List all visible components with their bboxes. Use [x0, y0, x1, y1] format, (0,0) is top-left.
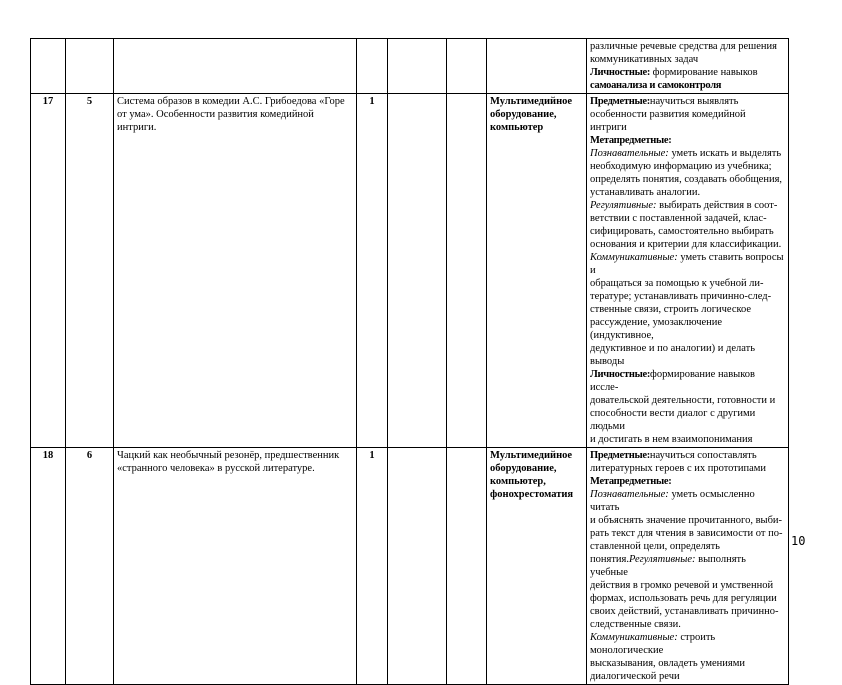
result-line	[590, 631, 785, 657]
page-number: 10	[791, 534, 806, 548]
result-text: сифицировать, самостоятельно выбирать	[590, 226, 774, 237]
result-line	[590, 303, 785, 316]
lesson-subnumber: 5	[66, 94, 114, 448]
lesson-date	[388, 39, 447, 94]
lesson-date-fact	[447, 94, 487, 448]
result-text: научиться сопоставлять	[649, 450, 757, 461]
result-text: необходимую информацию из учебника;	[590, 161, 772, 172]
result-line	[590, 618, 785, 631]
lesson-number	[31, 39, 66, 94]
result-text: ветствии с поставленной задачей, клас-	[590, 213, 767, 224]
result-text: строить монологические	[590, 632, 716, 656]
result-line	[590, 342, 785, 368]
result-line	[590, 540, 785, 553]
result-line	[590, 368, 785, 394]
result-text: научиться выявлять	[649, 96, 739, 107]
result-text: диалогической речи	[590, 671, 680, 682]
result-text: следственные связи.	[590, 619, 681, 630]
lesson-number: 17	[31, 94, 66, 448]
result-category: Регулятивные:	[590, 200, 657, 211]
result-line	[590, 53, 785, 66]
result-line	[590, 394, 785, 407]
lesson-date-fact	[447, 448, 487, 685]
result-line	[590, 225, 785, 238]
result-text: формирование навыков	[650, 67, 758, 78]
result-line	[590, 553, 785, 579]
lesson-number: 18	[31, 448, 66, 685]
lesson-hours: 1	[357, 94, 388, 448]
result-category: Коммуникативные:	[590, 632, 678, 643]
lesson-plan-table	[30, 38, 789, 685]
result-line	[590, 79, 785, 92]
lesson-topic	[114, 39, 357, 94]
result-line	[590, 433, 785, 446]
result-text: уметь ставить вопросы и	[590, 252, 784, 276]
lesson-topic: Система образов в комедии А.С. Грибоедова «Горе от ума». Особенности развития комедийной интриги.	[114, 94, 357, 448]
result-line	[590, 199, 785, 212]
table-row	[31, 94, 789, 448]
result-line	[590, 186, 785, 199]
result-line	[590, 238, 785, 251]
result-text: особенности развития комедийной интриги	[590, 109, 746, 133]
result-label: Метапредметные:	[590, 476, 672, 487]
result-line	[590, 40, 785, 53]
result-text: рассуждение, умозаключение (индуктивное,	[590, 317, 723, 341]
lesson-topic: Чацкий как необычный резонёр, предшественник «странного человека» в русской литературе.	[114, 448, 357, 685]
table-body	[31, 39, 789, 685]
result-text: и достигать в нем взаимопонимания	[590, 434, 753, 445]
result-line	[590, 160, 785, 173]
result-text: и объяснять значение прочитанного, выби-	[590, 515, 783, 526]
result-label: Личностные:	[590, 67, 651, 78]
result-line	[590, 290, 785, 303]
result-line	[590, 514, 785, 527]
result-line	[590, 579, 785, 592]
result-text: довательской деятельности, готовности и	[590, 395, 776, 406]
lesson-date-fact	[447, 39, 487, 94]
result-line	[590, 108, 785, 134]
result-line	[590, 147, 785, 160]
result-text: уметь осмысленно читать	[590, 489, 755, 513]
result-text: выбирать действия в соот-	[656, 200, 778, 211]
result-text: понятия.	[590, 554, 629, 565]
result-text: действия в громко речевой и умственной	[590, 580, 774, 591]
result-text: формирование навыков иссле-	[590, 369, 756, 393]
result-line	[590, 251, 785, 277]
lesson-equipment	[487, 39, 587, 94]
result-category: Коммуникативные:	[590, 252, 678, 263]
result-text: литературных героев с их прототипами	[590, 463, 767, 474]
result-line	[590, 657, 785, 670]
result-line	[590, 605, 785, 618]
result-category: Познавательные:	[590, 489, 669, 500]
result-text: выполнять учебные	[590, 554, 746, 578]
lesson-subnumber: 6	[66, 448, 114, 685]
result-line	[590, 134, 785, 147]
result-text: ставленной цели, определять	[590, 541, 720, 552]
result-label: Предметные:	[590, 450, 650, 461]
result-text: коммуникативных задач	[590, 54, 699, 65]
result-text: ственные связи, строить логическое	[590, 304, 752, 315]
lesson-results	[587, 94, 789, 448]
lesson-hours: 1	[357, 448, 388, 685]
lesson-results	[587, 39, 789, 94]
result-text: обращаться за помощью к учебной ли-	[590, 278, 764, 289]
lesson-equipment: Мультимедийное оборудование, компьютер, фонохрестоматия	[487, 448, 587, 685]
result-line	[590, 277, 785, 290]
result-line	[590, 488, 785, 514]
result-line	[590, 316, 785, 342]
result-text: рать текст для чтения в зависимости от по-	[590, 528, 783, 539]
result-label: Метапредметные:	[590, 135, 672, 146]
lesson-subnumber	[66, 39, 114, 94]
result-line	[590, 95, 785, 108]
result-line	[590, 670, 785, 683]
result-text: уметь искать и выделять	[668, 148, 782, 159]
lesson-equipment: Мультимедийное оборудование, компьютер	[487, 94, 587, 448]
lesson-date	[388, 94, 447, 448]
result-line	[590, 407, 785, 433]
result-text: основания и критерии для классификации.	[590, 239, 782, 250]
result-text: тературе; устанавливать причинно-след-	[590, 291, 772, 302]
result-line	[590, 592, 785, 605]
result-text: дедуктивное и по аналогии) и делать выводы	[590, 343, 756, 367]
lesson-hours	[357, 39, 388, 94]
lesson-date	[388, 448, 447, 685]
result-line	[590, 462, 785, 475]
result-category: Регулятивные:	[628, 554, 696, 565]
result-text: различные речевые средства для решения	[590, 41, 777, 52]
lesson-results	[587, 448, 789, 685]
result-text: способности вести диалог с другими людьми	[590, 408, 756, 432]
result-label: Предметные:	[590, 96, 650, 107]
result-line	[590, 66, 785, 79]
table-row	[31, 448, 789, 685]
result-text: формах, использовать речь для регуляции	[590, 593, 777, 604]
result-category: Познавательные:	[590, 148, 669, 159]
result-line	[590, 527, 785, 540]
result-text: определять понятия, создавать обобщения,	[590, 174, 783, 185]
result-line	[590, 475, 785, 488]
result-text: устанавливать аналогии.	[590, 187, 701, 198]
table-row	[31, 39, 789, 94]
result-text: высказывания, овладеть умениями	[590, 658, 745, 669]
result-text: самоанализа и самоконтроля	[590, 80, 722, 91]
result-label: Личностные:	[590, 369, 651, 380]
result-line	[590, 173, 785, 186]
result-line	[590, 449, 785, 462]
result-text: своих действий, устанавливать причинно-	[590, 606, 779, 617]
result-line	[590, 212, 785, 225]
